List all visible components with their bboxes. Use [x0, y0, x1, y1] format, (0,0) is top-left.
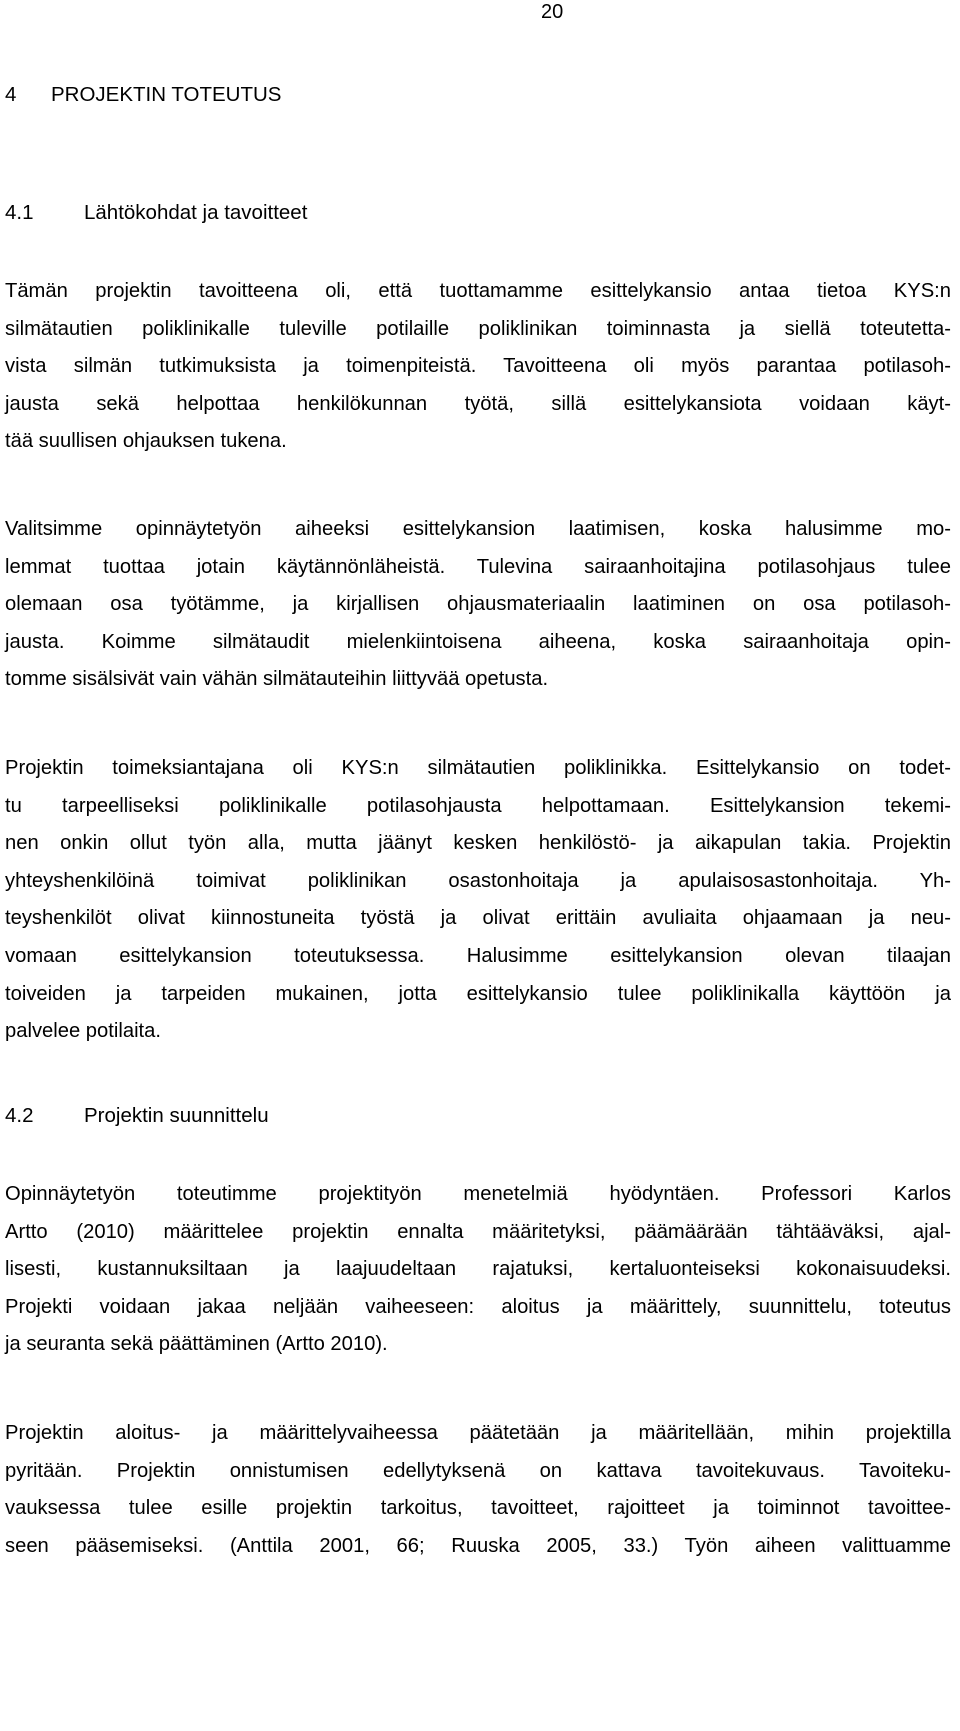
- text-line: tu tarpeelliseksi poliklinikalle potilasohjausta helpottamaan. Esittelykansion tekemi-: [5, 794, 951, 817]
- text-line: vomaan esittelykansion toteutuksessa. Halusimme esittelykansion olevan tilaajan: [5, 944, 951, 967]
- text-line: pyritään. Projektin onnistumisen edellytyksenä on kattava tavoitekuvaus. Tavoiteku-: [5, 1459, 951, 1482]
- section-heading: [5, 1104, 269, 1128]
- text-line: palvelee potilaita.: [5, 1020, 161, 1043]
- section-title: Lähtökohdat ja tavoitteet: [84, 201, 308, 224]
- page-number: 20: [541, 1, 564, 23]
- text-line: Valitsimme opinnäytetyön aiheeksi esittelykansion laatimisen, koska halusimme mo-: [5, 518, 951, 540]
- text-line: vista silmän tutkimuksista ja toimenpiteistä. Tavoitteena oli myös parantaa potilasoh-: [5, 355, 951, 378]
- section-heading: [5, 201, 307, 225]
- section-title: Projektin suunnittelu: [84, 1104, 269, 1127]
- text-line: olemaan osa työtämme, ja kirjallisen ohjausmateriaalin laatiminen on osa potilasoh-: [5, 593, 951, 616]
- text-line: silmätautien poliklinikalle tuleville potilaille poliklinikan toiminnasta ja siellä toteutetta-: [5, 317, 951, 340]
- paragraph: [5, 1415, 951, 1565]
- text-line: Projektin aloitus- ja määrittelyvaiheessa päätetään ja määritellään, mihin projektilla: [5, 1422, 951, 1444]
- text-line: Projektin toimeksiantajana oli KYS:n silmätautien poliklinikka. Esittelykansio on todet-: [5, 757, 951, 779]
- text-line: nen onkin ollut työn alla, mutta jäänyt kesken henkilöstö- ja aikapulan takia. Projektin: [5, 832, 951, 855]
- text-line: Artto (2010) määrittelee projektin ennalta määritetyksi, päämäärään tähtääväksi, ajal-: [5, 1220, 951, 1243]
- chapter-heading: [5, 83, 281, 107]
- section-number: 4.1: [5, 201, 34, 224]
- paragraph: [5, 511, 951, 699]
- text-line: jausta. Koimme silmätaudit mielenkiintoisena aiheena, koska sairaanhoitaja opin-: [5, 630, 951, 653]
- text-line: jausta sekä helpottaa henkilökunnan työtä, sillä esittelykansiota voidaan käyt-: [5, 392, 951, 415]
- chapter-number: 4: [5, 83, 17, 106]
- chapter-title: PROJEKTIN TOTEUTUS: [51, 83, 282, 106]
- text-line: seen pääsemiseksi. (Anttila 2001, 66; Ruuska 2005, 33.) Työn aiheen valittuamme: [5, 1534, 951, 1557]
- text-line: tää suullisen ohjauksen tukena.: [5, 430, 287, 453]
- text-line: Tämän projektin tavoitteena oli, että tuottamamme esittelykansio antaa tietoa KYS:n: [5, 280, 951, 302]
- text-line: yhteyshenkilöinä toimivat poliklinikan osastonhoitaja ja apulaisosastonhoitaja. Yh-: [5, 869, 951, 892]
- text-line: Opinnäytetyön toteutimme projektityön menetelmiä hyödyntäen. Professori Karlos: [5, 1183, 951, 1205]
- text-line: toiveiden ja tarpeiden mukainen, jotta esittelykansio tulee poliklinikalla käyttöön ja: [5, 982, 951, 1005]
- text-line: vauksessa tulee esille projektin tarkoitus, tavoitteet, rajoitteet ja toiminnot tavoittee-: [5, 1497, 951, 1520]
- text-line: tomme sisälsivät vain vähän silmätauteihin liittyvää opetusta.: [5, 668, 549, 691]
- paragraph: [5, 1176, 951, 1364]
- text-line: ja seuranta sekä päättäminen (Artto 2010).: [5, 1333, 388, 1356]
- paragraph: [5, 750, 951, 1051]
- text-line: lisesti, kustannuksiltaan ja laajuudeltaan rajatuksi, kertaluonteiseksi kokonaisuudeksi.: [5, 1258, 951, 1281]
- text-line: teyshenkilöt olivat kiinnostuneita työstä ja olivat erittäin avuliaita ohjaamaan ja neu-: [5, 907, 951, 930]
- text-line: Projekti voidaan jakaa neljään vaiheeseen: aloitus ja määrittely, suunnittelu, toteutus: [5, 1295, 951, 1318]
- text-line: lemmat tuottaa jotain käytännönläheistä. Tulevina sairaanhoitajina potilasohjaus tulee: [5, 555, 951, 578]
- section-number: 4.2: [5, 1104, 34, 1127]
- paragraph: [5, 273, 951, 461]
